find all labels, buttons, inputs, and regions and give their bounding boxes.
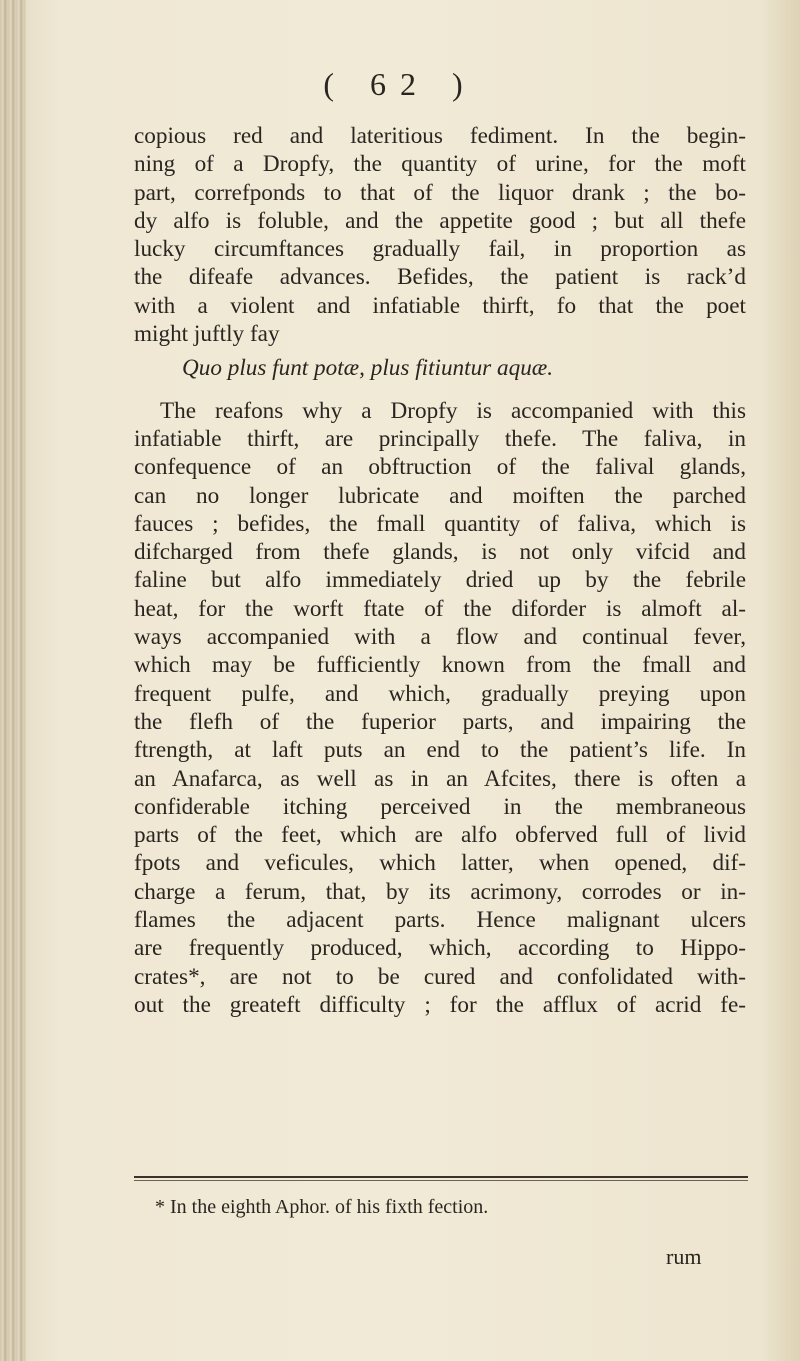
text-line: part, correfponds to that of the liquor drank ; the bo- (134, 179, 746, 206)
text-line: confequence of an obftruction of the falival glands, (134, 454, 746, 481)
text-line: faline but alfo immediately dried up by the febrile (134, 567, 746, 594)
text-line: the flefh of the fuperior parts, and impairing the (134, 708, 746, 735)
text-line: crates*, are not to be cured and confolidated with- (134, 963, 746, 990)
latin-quote: Quo plus funt potæ, plus fitiuntur aquæ. (182, 355, 554, 382)
text-line: confiderable itching perceived in the membraneous (134, 793, 746, 820)
footnote-rule-thin (134, 1180, 748, 1181)
text-line: difcharged from thefe glands, is not only vifcid and (134, 539, 746, 566)
footnote: * In the eighth Aphor. of his fixth fection. (155, 1196, 489, 1218)
text-line: are frequently produced, which, according to Hippo- (134, 935, 746, 962)
page-binding-edge (0, 0, 26, 1361)
text-line: frequent pulfe, and which, gradually preying upon (134, 680, 746, 707)
footnote-rule (134, 1176, 748, 1178)
text-line: the difeafe advances. Befides, the patient is rack’d (134, 264, 746, 291)
text-line: infatiable thirft, are principally thefe. The faliva, in (134, 425, 746, 452)
text-line: flames the adjacent parts. Hence malignant ulcers (134, 907, 746, 934)
text-line: might juftly fay (134, 321, 280, 348)
text-line: ning of a Dropfy, the quantity of urine, for the moft (134, 151, 746, 178)
text-line: The reafons why a Dropfy is accompanied with this (160, 397, 746, 424)
text-line: ways accompanied with a flow and continual fever, (134, 624, 746, 651)
text-line: copious red and lateritious fediment. In the begin- (134, 123, 746, 149)
body-text (134, 122, 746, 1019)
text-line: an Anafarca, as well as in an Afcites, there is often a (134, 765, 746, 792)
text-line: out the greateft difficulty ; for the afflux of acrid fe- (134, 991, 746, 1018)
text-line: with a violent and infatiable thirft, fo that the poet (134, 292, 746, 319)
text-line: fauces ; befides, the fmall quantity of faliva, which is (134, 510, 746, 537)
text-line: charge a ferum, that, by its acrimony, corrodes or in- (134, 878, 746, 905)
text-line: which may be fufficiently known from the fmall and (134, 652, 746, 679)
text-line: dy alfo is foluble, and the appetite good ; but all thefe (134, 207, 746, 234)
page-number: ( 62 ) (323, 66, 477, 102)
text-line: can no longer lubricate and moiften the parched (134, 482, 746, 509)
text-line: ftrength, at laft puts an end to the patient’s life. In (134, 737, 746, 764)
text-line: parts of the feet, which are alfo obferved full of livid (134, 822, 746, 849)
catchword: rum (666, 1244, 702, 1269)
text-line: lucky circumftances gradually fail, in proportion as (134, 236, 746, 263)
text-line: heat, for the worft ftate of the diforder is almoft al- (134, 595, 746, 622)
text-line: fpots and veficules, which latter, when opened, dif- (134, 850, 746, 877)
